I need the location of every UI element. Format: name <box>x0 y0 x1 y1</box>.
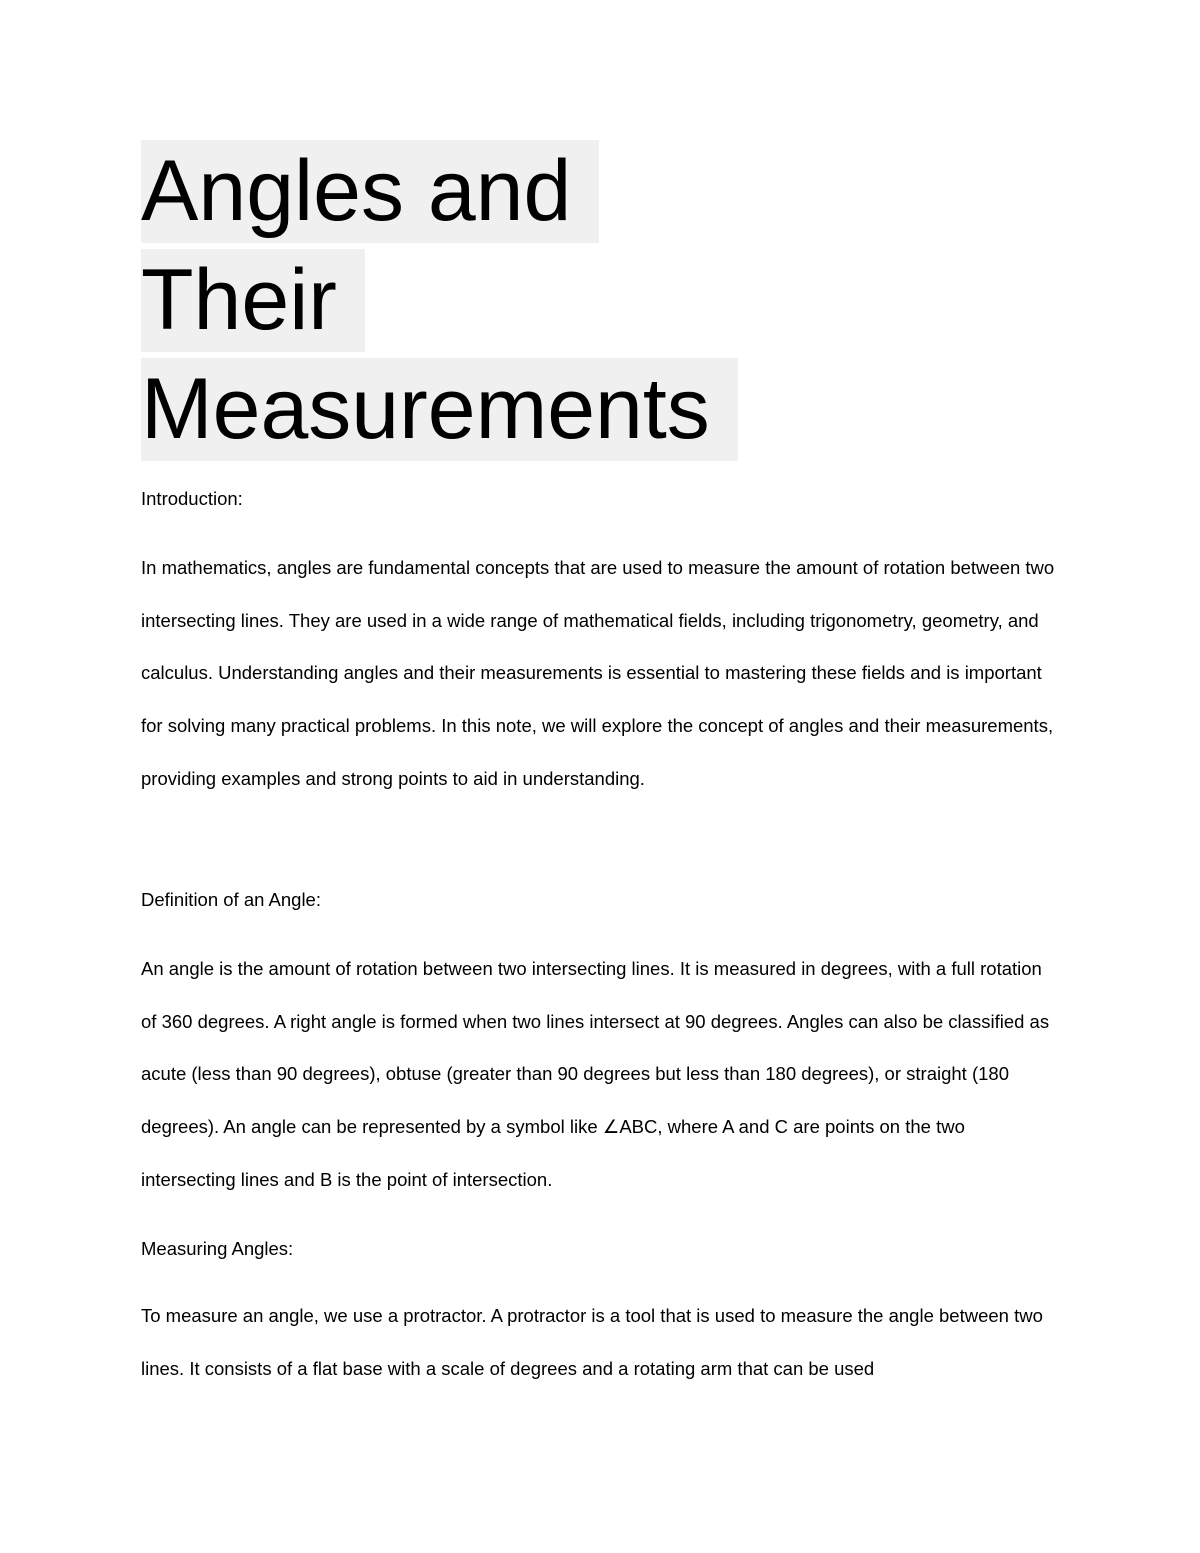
title-line-1: Angles and <box>141 140 738 243</box>
introduction-paragraph: In mathematics, angles are fundamental concepts that are used to measure the amount of rotation between two intersecting lines. They are used in a wide range of mathematical fields, including trigonometry, geometry, and calculus. Understanding angles and their measurements is essential to mastering these fields and is important for solving many practical problems. In this note, we will explore the concept of angles and their measurements, providing examples and strong points to aid in understanding. <box>141 557 1055 789</box>
definition-heading: Definition of an Angle: <box>141 889 321 910</box>
definition-paragraph: An angle is the amount of rotation between two intersecting lines. It is measured in degrees, with a full rotation of 360 degrees. A right angle is formed when two lines intersect at 90 degrees. Angles can also be classified as acute (less than 90 degrees), obtuse (greater than 90 degrees but less than 180 degrees), or straight (180 degrees). An angle can be represented by a symbol like ∠ABC, where A and C are points on the two intersecting lines and B is the point of intersection. <box>141 958 1050 1190</box>
title-line-2: Their <box>141 249 738 352</box>
document-title <box>141 140 738 467</box>
measuring-heading: Measuring Angles: <box>141 1238 294 1259</box>
measuring-paragraph: To measure an angle, we use a protractor. A protractor is a tool that is used to measure the angle between two lines. It consists of a flat base with a scale of degrees and a rotating arm that can be used <box>141 1305 1043 1379</box>
title-line-3: Measurements <box>141 358 738 461</box>
introduction-heading: Introduction: <box>141 488 243 509</box>
